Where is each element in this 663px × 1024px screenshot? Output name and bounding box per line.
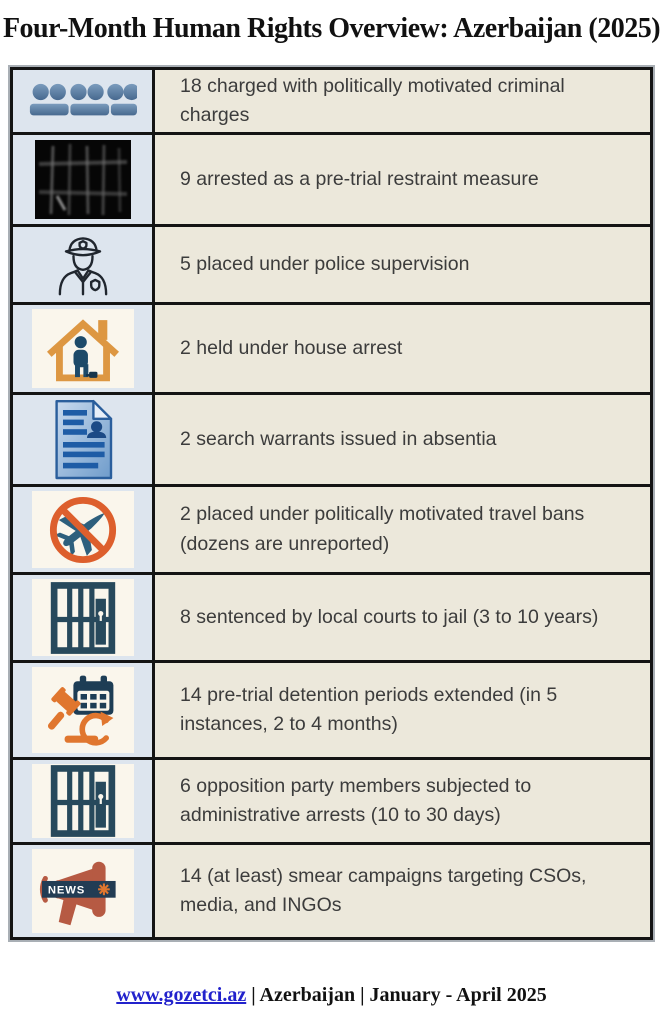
footer-text: | Azerbaijan | January - April 2025 — [246, 984, 547, 1006]
jail-cell-icon — [49, 764, 117, 838]
icon-cell — [13, 760, 155, 842]
row-text: 8 sentenced by local courts to jail (3 to 10 years) — [155, 575, 650, 660]
table-row — [13, 845, 650, 937]
icon-tile — [32, 491, 134, 568]
icon-cell — [13, 305, 155, 392]
row-text: 6 opposition party members subjected to administrative arrests (10 to 30 days) — [155, 760, 650, 842]
megaphone-news-label: NEWS — [47, 884, 85, 897]
table-row — [13, 760, 650, 845]
jail-cell-icon — [49, 581, 117, 655]
people-icon — [29, 78, 137, 124]
table-row — [13, 575, 650, 663]
table-row — [13, 305, 650, 395]
travel-ban-icon — [45, 492, 121, 568]
row-text: 14 (at least) smear campaigns targeting CSOs, media, and INGOs — [155, 845, 650, 937]
icon-cell — [13, 845, 155, 937]
row-text: 14 pre-trial detention periods extended (in 5 instances, 2 to 4 months) — [155, 663, 650, 757]
icon-tile — [32, 579, 134, 656]
search-warrant-icon — [46, 398, 120, 482]
footer-link[interactable]: www.gozetci.az — [116, 984, 247, 1006]
icon-tile — [32, 764, 134, 838]
house-arrest-icon — [44, 311, 122, 387]
icon-cell — [13, 70, 155, 132]
table-row — [13, 487, 650, 575]
icon-cell — [13, 487, 155, 572]
table-row — [13, 227, 650, 305]
table-row — [13, 663, 650, 760]
icon-cell — [13, 395, 155, 484]
police-officer-icon — [47, 231, 119, 299]
icon-tile — [32, 309, 134, 388]
row-text: 18 charged with politically motivated criminal charges — [155, 70, 650, 132]
table-row — [13, 395, 650, 487]
icon-cell — [13, 227, 155, 302]
icon-cell — [13, 663, 155, 757]
rights-overview-table — [10, 67, 653, 940]
icon-tile — [32, 849, 134, 933]
icon-cell — [13, 135, 155, 224]
row-text: 2 search warrants issued in absentia — [155, 395, 650, 484]
page-title: Four-Month Human Rights Overview: Azerbaijan (2025) — [2, 13, 661, 44]
prison-bars-photo — [35, 140, 131, 219]
row-text: 2 placed under politically motivated travel bans (dozens are unreported) — [155, 487, 650, 572]
footer — [0, 984, 663, 1007]
table-row — [13, 135, 650, 227]
news-megaphone-icon — [37, 853, 129, 929]
icon-cell — [13, 575, 155, 660]
table-row — [13, 70, 650, 135]
row-text: 2 held under house arrest — [155, 305, 650, 392]
row-text: 9 arrested as a pre-trial restraint measure — [155, 135, 650, 224]
row-text: 5 placed under police supervision — [155, 227, 650, 302]
icon-tile — [32, 667, 134, 753]
gavel-calendar-icon — [42, 670, 124, 750]
